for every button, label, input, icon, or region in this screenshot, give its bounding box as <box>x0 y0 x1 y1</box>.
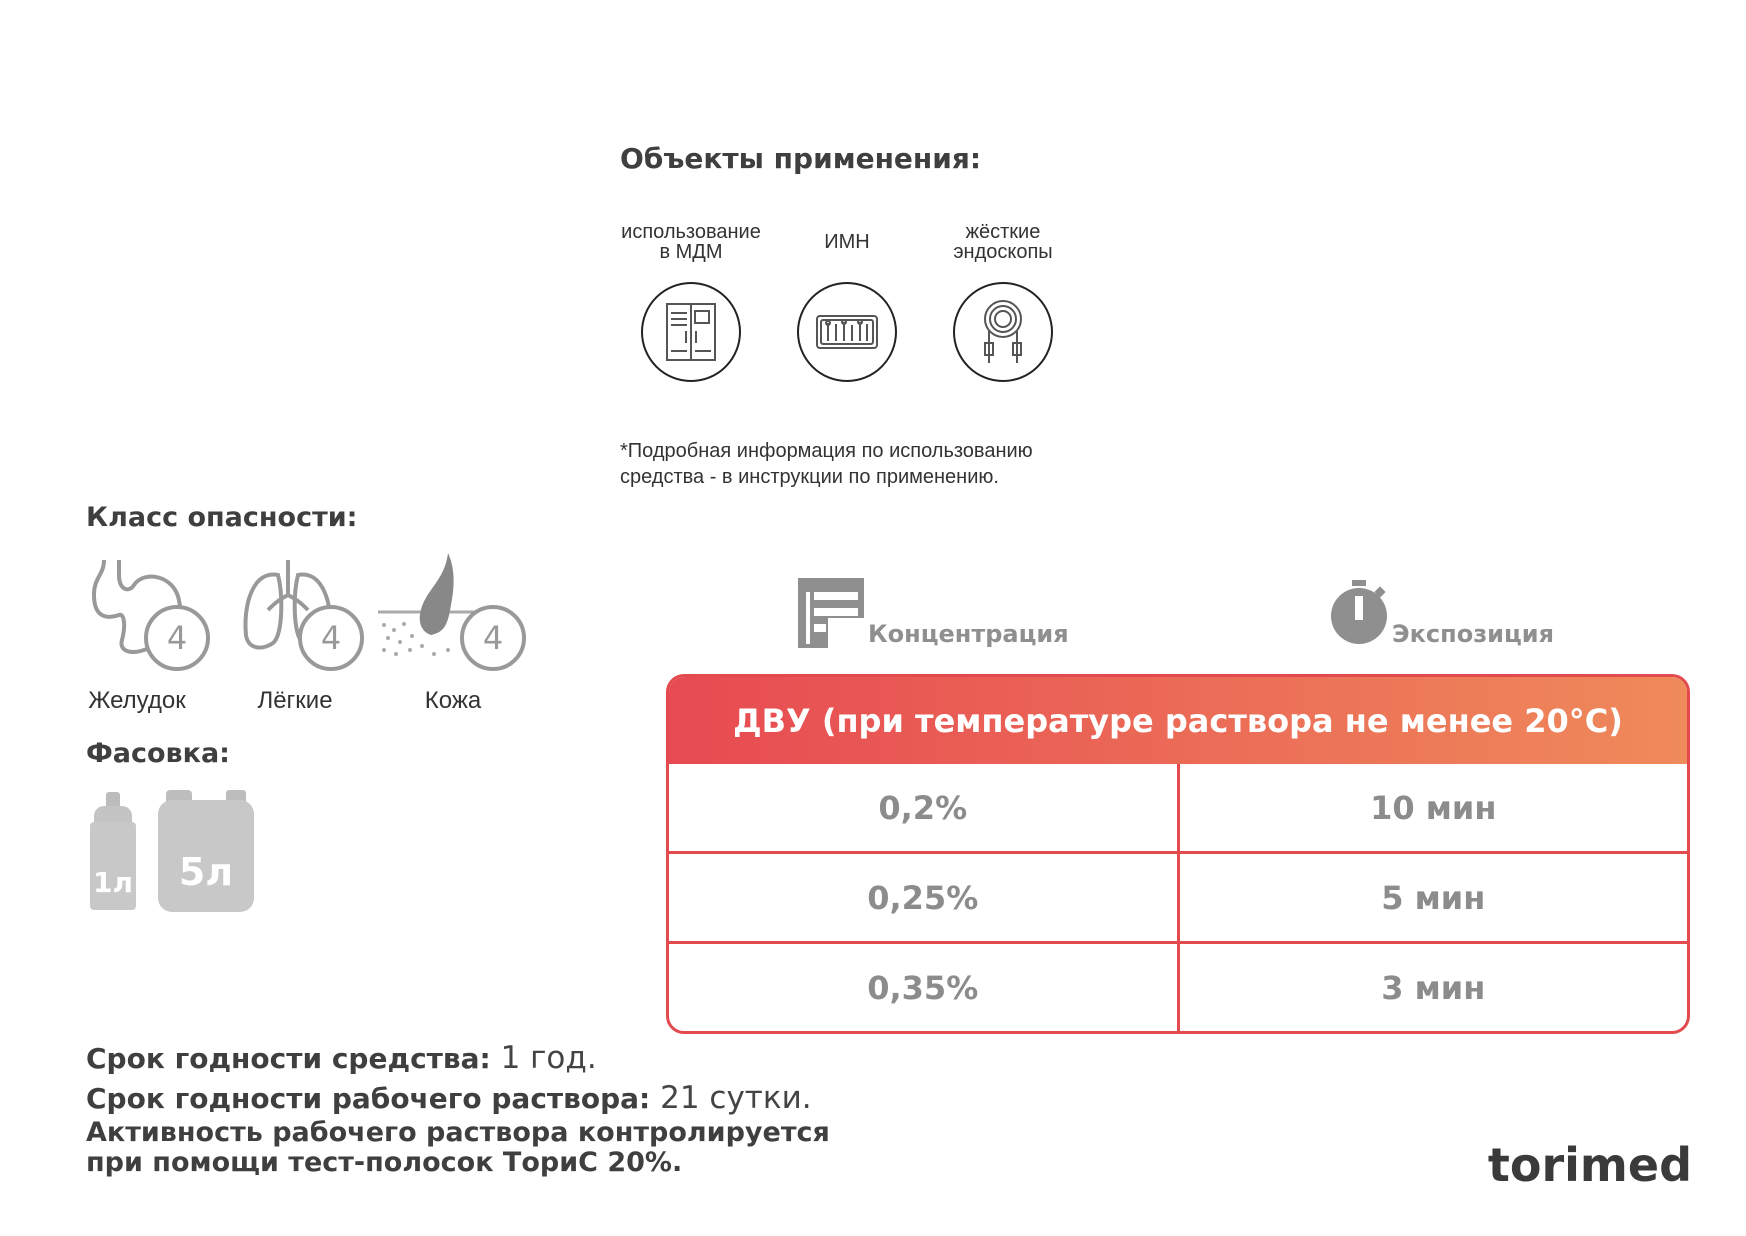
application-object-mdm <box>606 212 776 382</box>
activity-control-note <box>86 1118 846 1178</box>
exposure-cell: 10 мин <box>1177 764 1688 851</box>
application-object-label: ИМН <box>824 231 870 253</box>
canister-volume-label: 5л <box>178 850 234 894</box>
application-object-imn <box>762 212 932 382</box>
solution-shelf-life-value: 21 сутки. <box>650 1080 812 1116</box>
exposure-cell: 3 мин <box>1177 944 1688 1031</box>
stopwatch-icon <box>1330 578 1388 648</box>
dvu-table <box>666 674 1690 1034</box>
footnote-line: средства - в инструкции по применению. <box>620 466 999 488</box>
application-title: Объекты применения: <box>620 142 982 175</box>
packaging-title: Фасовка: <box>86 738 230 769</box>
lungs-icon <box>210 550 380 675</box>
hazard-item-skin <box>368 550 538 715</box>
exposure-header <box>1330 578 1554 648</box>
application-object-label: жёсткие эндоскопы <box>953 221 1053 263</box>
exposure-label: Экспозиция <box>1392 620 1554 648</box>
product-shelf-life <box>86 1040 597 1076</box>
product-shelf-life-label: Срок годности средства: <box>86 1042 491 1075</box>
endoscope-icon <box>953 282 1053 382</box>
application-object-endoscopes <box>918 212 1088 382</box>
activity-line: Активность рабочего раствора контролируется <box>86 1117 830 1148</box>
concentration-header <box>798 578 1069 648</box>
brand-logo: torimed <box>1487 1138 1692 1192</box>
product-shelf-life-value: 1 год. <box>490 1040 597 1076</box>
hazard-item-lungs <box>210 550 380 715</box>
concentration-cell: 0,2% <box>878 788 968 827</box>
hazard-class-badge: 4 <box>460 605 526 671</box>
stomach-icon <box>52 550 222 675</box>
table-row <box>669 941 1687 1031</box>
instruments-tray-icon <box>797 282 897 382</box>
skin-icon <box>368 550 538 675</box>
table-row <box>669 851 1687 941</box>
hazard-item-stomach <box>52 550 222 715</box>
dvu-table-header: ДВУ (при температуре раствора не менее 20°С) <box>669 677 1687 764</box>
fridge-icon <box>641 282 741 382</box>
solution-shelf-life-label: Срок годности рабочего раствора: <box>86 1082 651 1115</box>
usage-footnote <box>620 438 1033 490</box>
solution-shelf-life <box>86 1080 812 1116</box>
bottle-icon <box>88 792 138 910</box>
hazard-class-badge: 4 <box>144 605 210 671</box>
exposure-cell: 5 мин <box>1177 854 1688 941</box>
concentration-cell: 0,25% <box>867 878 979 917</box>
hazard-item-label: Лёгкие <box>257 687 333 714</box>
table-row <box>669 764 1687 851</box>
bottle-volume-label: 1л <box>93 866 133 899</box>
hazard-class-badge: 4 <box>298 605 364 671</box>
concentration-label: Концентрация <box>868 620 1069 648</box>
hazard-title: Класс опасности: <box>86 502 358 533</box>
hazard-item-label: Кожа <box>424 687 482 714</box>
concentration-cell: 0,35% <box>867 968 979 1007</box>
activity-line: при помощи тест-полосок ТориС 20%. <box>86 1147 683 1178</box>
application-object-label: использование в МДМ <box>621 221 761 263</box>
concentration-icon <box>798 578 864 648</box>
hazard-item-label: Желудок <box>88 687 186 714</box>
canister-icon <box>158 790 254 912</box>
footnote-line: *Подробная информация по использованию <box>620 440 1033 462</box>
